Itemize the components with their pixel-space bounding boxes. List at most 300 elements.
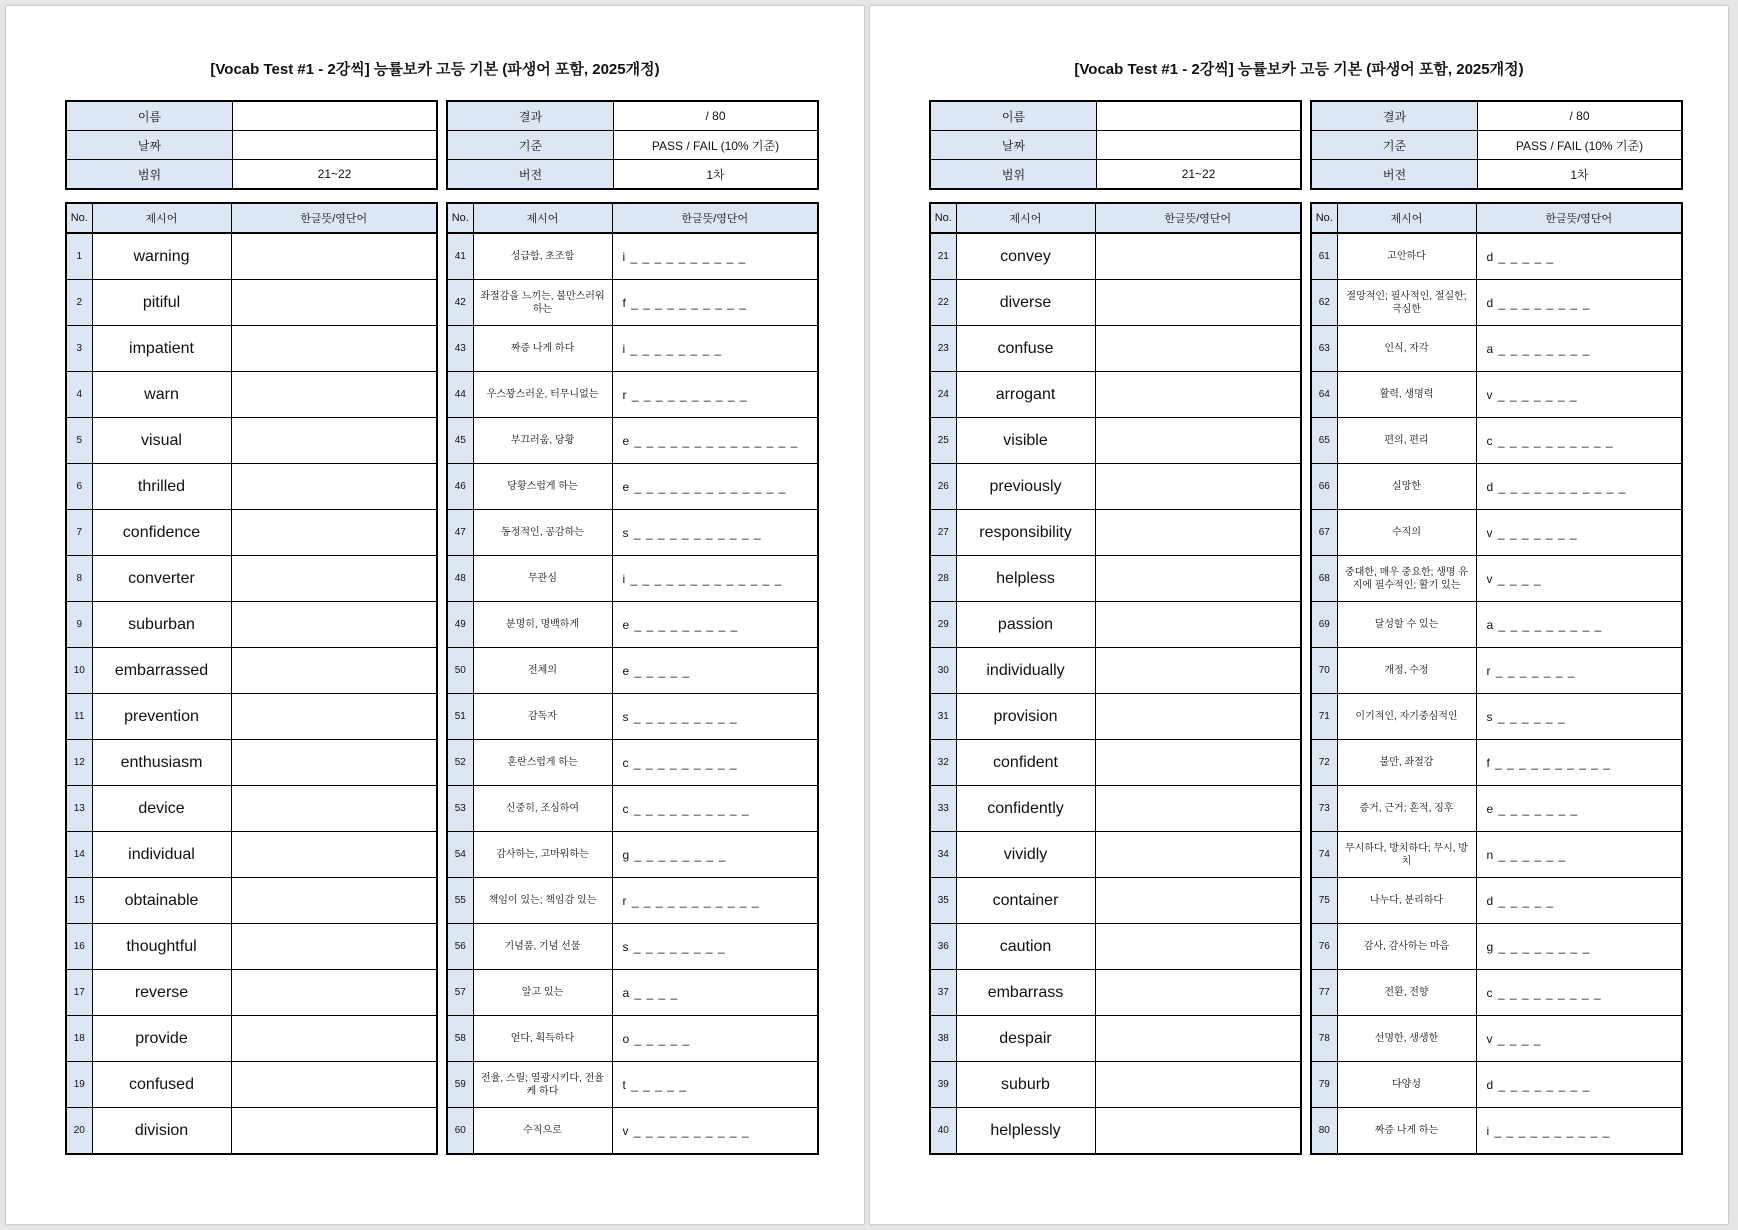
question-number: 27 (930, 510, 956, 556)
answer-hint: a _ _ _ _ _ _ _ _ (1486, 341, 1591, 356)
question-number: 79 (1311, 1062, 1337, 1108)
answer-hint: e _ _ _ _ _ _ _ (1486, 801, 1579, 816)
result-info-table (446, 100, 819, 190)
english-word: caution (956, 924, 1095, 970)
vocab-row (447, 510, 818, 556)
answer-cell[interactable] (612, 786, 818, 832)
answer-cell[interactable] (1095, 694, 1301, 740)
korean-meaning: 개정, 수정 (1337, 648, 1476, 694)
answer-cell[interactable] (1476, 556, 1682, 602)
answer-cell[interactable] (612, 326, 818, 372)
answer-cell[interactable] (1095, 740, 1301, 786)
answer-cell[interactable] (231, 924, 437, 970)
english-word: individual (92, 832, 231, 878)
english-word: helpless (956, 556, 1095, 602)
vocab-row (930, 832, 1301, 878)
criteria-label: 기준 (447, 131, 614, 160)
question-number: 47 (447, 510, 473, 556)
answer-cell[interactable] (231, 648, 437, 694)
answer-cell[interactable] (1095, 832, 1301, 878)
question-number: 12 (66, 740, 92, 786)
vocab-row (66, 602, 437, 648)
vocab-row (1311, 970, 1682, 1016)
answer-hint: s _ _ _ _ _ _ (1486, 709, 1566, 724)
question-number: 61 (1311, 233, 1337, 280)
answer-hint: d _ _ _ _ _ _ _ _ _ _ _ (1486, 479, 1627, 494)
vocab-row (930, 878, 1301, 924)
col-header-no: No. (930, 203, 956, 233)
english-word: converter (92, 556, 231, 602)
question-number: 11 (66, 694, 92, 740)
vocab-row (1311, 740, 1682, 786)
criteria-label: 기준 (1311, 131, 1478, 160)
answer-cell[interactable] (1095, 464, 1301, 510)
question-number: 3 (66, 326, 92, 372)
question-number: 50 (447, 648, 473, 694)
answer-cell[interactable] (1476, 648, 1682, 694)
answer-cell[interactable] (231, 280, 437, 326)
range-label: 범위 (930, 160, 1097, 190)
english-word: embarrassed (92, 648, 231, 694)
english-word: provision (956, 694, 1095, 740)
question-number: 5 (66, 418, 92, 464)
version-value: 1차 (1478, 160, 1683, 190)
english-word: warn (92, 372, 231, 418)
vocab-row (1311, 786, 1682, 832)
vocab-row (66, 1108, 437, 1155)
vocab-row (930, 280, 1301, 326)
question-number: 9 (66, 602, 92, 648)
answer-hint: f _ _ _ _ _ _ _ _ _ _ (622, 295, 747, 310)
answer-hint: d _ _ _ _ _ _ _ _ (1486, 1077, 1591, 1092)
english-word: obtainable (92, 878, 231, 924)
col-header-cue: 제시어 (1337, 203, 1476, 233)
question-number: 55 (447, 878, 473, 924)
answer-hint: g _ _ _ _ _ _ _ _ (622, 847, 727, 862)
page-title: [Vocab Test #1 - 2강씩] 능률보카 고등 기본 (파생어 포함, 2025개정) (210, 61, 660, 78)
question-number: 72 (1311, 740, 1337, 786)
answer-cell[interactable] (1095, 602, 1301, 648)
answer-cell[interactable] (612, 233, 818, 280)
answer-cell[interactable] (231, 418, 437, 464)
answer-cell[interactable] (612, 1108, 818, 1155)
vocab-row (1311, 1108, 1682, 1155)
answer-hint: c _ _ _ _ _ _ _ _ _ _ (1486, 433, 1614, 448)
vocab-row (447, 970, 818, 1016)
answer-cell[interactable] (1095, 878, 1301, 924)
korean-meaning: 당황스럽게 하는 (473, 464, 612, 510)
result-value: / 80 (1478, 101, 1683, 131)
answer-cell[interactable] (1476, 418, 1682, 464)
answer-cell[interactable] (612, 740, 818, 786)
vocab-row (447, 1016, 818, 1062)
answer-hint: d _ _ _ _ _ (1486, 249, 1555, 264)
korean-meaning: 동정적인, 공감하는 (473, 510, 612, 556)
vocab-row (66, 740, 437, 786)
answer-cell[interactable] (1476, 1108, 1682, 1155)
answer-cell[interactable] (1095, 970, 1301, 1016)
question-number: 37 (930, 970, 956, 1016)
korean-meaning: 달성할 수 있는 (1337, 602, 1476, 648)
korean-meaning: 선명한, 생생한 (1337, 1016, 1476, 1062)
answer-cell[interactable] (612, 832, 818, 878)
vocab-row (66, 786, 437, 832)
answer-hint: a _ _ _ _ (622, 985, 679, 1000)
vocab-row (447, 464, 818, 510)
english-word: responsibility (956, 510, 1095, 556)
vocab-row (1311, 832, 1682, 878)
korean-meaning: 성급함, 초조함 (473, 233, 612, 280)
korean-meaning: 수직으로 (473, 1108, 612, 1155)
answer-cell[interactable] (612, 556, 818, 602)
korean-meaning: 고안하다 (1337, 233, 1476, 280)
vocab-row (1311, 556, 1682, 602)
question-number: 56 (447, 924, 473, 970)
answer-cell[interactable] (231, 970, 437, 1016)
answer-hint: s _ _ _ _ _ _ _ _ _ _ _ (622, 525, 762, 540)
answer-cell[interactable] (1095, 510, 1301, 556)
page-title: [Vocab Test #1 - 2강씩] 능률보카 고등 기본 (파생어 포함, 2025개정) (1074, 61, 1524, 78)
korean-meaning: 짜증 나게 하는 (1337, 1108, 1476, 1155)
vocab-row (1311, 1016, 1682, 1062)
vocab-row (66, 694, 437, 740)
vocab-row (66, 510, 437, 556)
question-number: 43 (447, 326, 473, 372)
korean-meaning: 감사하는, 고마워하는 (473, 832, 612, 878)
question-number: 77 (1311, 970, 1337, 1016)
english-word: individually (956, 648, 1095, 694)
korean-meaning: 실망한 (1337, 464, 1476, 510)
english-word: suburb (956, 1062, 1095, 1108)
english-word: confident (956, 740, 1095, 786)
col-header-cue: 제시어 (92, 203, 231, 233)
question-number: 38 (930, 1016, 956, 1062)
vocab-row (1311, 510, 1682, 556)
question-number: 78 (1311, 1016, 1337, 1062)
question-number: 70 (1311, 648, 1337, 694)
vocab-row (447, 924, 818, 970)
korean-rows (447, 233, 818, 1154)
question-number: 69 (1311, 602, 1337, 648)
english-word: container (956, 878, 1095, 924)
vocab-row (447, 648, 818, 694)
question-number: 48 (447, 556, 473, 602)
col-header-no: No. (66, 203, 92, 233)
answer-cell[interactable] (231, 602, 437, 648)
vocab-row (447, 694, 818, 740)
answer-hint: c _ _ _ _ _ _ _ _ _ (622, 755, 738, 770)
vocab-row (930, 1016, 1301, 1062)
english-word: confidently (956, 786, 1095, 832)
vocab-row (1311, 372, 1682, 418)
answer-hint: o _ _ _ _ _ (622, 1031, 691, 1046)
page-2 (870, 6, 1728, 1224)
result-value: / 80 (614, 101, 819, 131)
answer-cell[interactable] (1095, 418, 1301, 464)
answer-cell[interactable] (231, 878, 437, 924)
korean-vocab-table (446, 202, 819, 1155)
answer-cell[interactable] (1476, 924, 1682, 970)
korean-meaning: 좌절감을 느끼는, 불만스러워하는 (473, 280, 612, 326)
answer-cell[interactable] (231, 464, 437, 510)
answer-cell[interactable] (1095, 1016, 1301, 1062)
vocab-row (1311, 924, 1682, 970)
answer-cell[interactable] (612, 970, 818, 1016)
date-label: 날짜 (930, 131, 1097, 160)
answer-cell[interactable] (612, 1016, 818, 1062)
question-number: 19 (66, 1062, 92, 1108)
answer-cell[interactable] (1476, 1016, 1682, 1062)
vocab-row (66, 878, 437, 924)
answer-cell[interactable] (231, 1108, 437, 1155)
answer-hint: r _ _ _ _ _ _ _ _ _ _ _ (622, 893, 760, 908)
col-header-no: No. (447, 203, 473, 233)
vocab-row (1311, 694, 1682, 740)
answer-cell[interactable] (1476, 326, 1682, 372)
korean-meaning: 알고 있는 (473, 970, 612, 1016)
vocab-row (930, 970, 1301, 1016)
question-number: 68 (1311, 556, 1337, 602)
answer-hint: r _ _ _ _ _ _ _ (1486, 663, 1576, 678)
vocab-row (66, 970, 437, 1016)
question-number: 16 (66, 924, 92, 970)
answer-cell[interactable] (1476, 786, 1682, 832)
answer-cell[interactable] (1095, 1108, 1301, 1155)
answer-hint: v _ _ _ _ _ _ _ (1486, 387, 1578, 402)
col-header-cue: 제시어 (473, 203, 612, 233)
question-number: 53 (447, 786, 473, 832)
answer-cell[interactable] (612, 648, 818, 694)
date-field[interactable] (1097, 131, 1302, 160)
answer-cell[interactable] (231, 556, 437, 602)
korean-meaning: 감사, 감사하는 마음 (1337, 924, 1476, 970)
question-number: 31 (930, 694, 956, 740)
question-number: 15 (66, 878, 92, 924)
answer-cell[interactable] (612, 694, 818, 740)
answer-hint: e _ _ _ _ _ _ _ _ _ (622, 617, 739, 632)
english-word: embarrass (956, 970, 1095, 1016)
answer-cell[interactable] (231, 832, 437, 878)
question-number: 25 (930, 418, 956, 464)
question-number: 26 (930, 464, 956, 510)
vocab-row (930, 602, 1301, 648)
answer-cell[interactable] (1095, 648, 1301, 694)
vocab-row (1311, 418, 1682, 464)
question-number: 60 (447, 1108, 473, 1155)
answer-cell[interactable] (1476, 878, 1682, 924)
vocab-row (930, 740, 1301, 786)
korean-meaning: 기념품, 기념 선물 (473, 924, 612, 970)
vocab-row (1311, 464, 1682, 510)
answer-cell[interactable] (612, 878, 818, 924)
answer-cell[interactable] (1095, 326, 1301, 372)
range-label: 범위 (66, 160, 233, 190)
question-number: 54 (447, 832, 473, 878)
question-number: 28 (930, 556, 956, 602)
question-number: 34 (930, 832, 956, 878)
question-number: 63 (1311, 326, 1337, 372)
question-number: 64 (1311, 372, 1337, 418)
vocab-row (930, 510, 1301, 556)
answer-cell[interactable] (231, 326, 437, 372)
result-info-table (1310, 100, 1683, 190)
range-value: 21~22 (1097, 160, 1302, 190)
answer-hint: v _ _ _ _ (1486, 1031, 1542, 1046)
english-vocab-table (929, 202, 1302, 1155)
name-field[interactable] (233, 101, 438, 131)
answer-hint: r _ _ _ _ _ _ _ _ _ _ (622, 387, 748, 402)
question-number: 39 (930, 1062, 956, 1108)
answer-cell[interactable] (612, 418, 818, 464)
vocab-row (447, 602, 818, 648)
question-number: 32 (930, 740, 956, 786)
answer-cell[interactable] (231, 1016, 437, 1062)
vocab-row (1311, 878, 1682, 924)
question-number: 58 (447, 1016, 473, 1062)
english-word: confidence (92, 510, 231, 556)
korean-meaning: 우스꽝스러운, 터무니없는 (473, 372, 612, 418)
answer-cell[interactable] (1476, 970, 1682, 1016)
question-number: 23 (930, 326, 956, 372)
name-field[interactable] (1097, 101, 1302, 131)
answer-cell[interactable] (231, 1062, 437, 1108)
korean-meaning: 분명히, 명백하게 (473, 602, 612, 648)
english-word: arrogant (956, 372, 1095, 418)
answer-cell[interactable] (1095, 924, 1301, 970)
question-number: 1 (66, 233, 92, 280)
korean-meaning: 부끄러움, 당황 (473, 418, 612, 464)
english-word: passion (956, 602, 1095, 648)
korean-vocab-table (1310, 202, 1683, 1155)
answer-cell[interactable] (612, 510, 818, 556)
answer-cell[interactable] (231, 694, 437, 740)
vocab-row (1311, 648, 1682, 694)
answer-cell[interactable] (1476, 280, 1682, 326)
vocab-row (447, 832, 818, 878)
answer-cell[interactable] (1095, 233, 1301, 280)
korean-rows (1311, 233, 1682, 1154)
answer-cell[interactable] (612, 1062, 818, 1108)
answer-hint: e _ _ _ _ _ (622, 663, 691, 678)
version-value: 1차 (614, 160, 819, 190)
vocab-row (930, 1062, 1301, 1108)
answer-cell[interactable] (1476, 510, 1682, 556)
answer-hint: s _ _ _ _ _ _ _ _ (622, 939, 726, 954)
english-word: confuse (956, 326, 1095, 372)
answer-cell[interactable] (612, 602, 818, 648)
answer-cell[interactable] (231, 510, 437, 556)
question-number: 7 (66, 510, 92, 556)
answer-cell[interactable] (1095, 372, 1301, 418)
answer-cell[interactable] (612, 924, 818, 970)
korean-meaning: 인식, 자각 (1337, 326, 1476, 372)
vocab-row (447, 326, 818, 372)
question-number: 6 (66, 464, 92, 510)
question-number: 29 (930, 602, 956, 648)
answer-cell[interactable] (612, 464, 818, 510)
english-word: division (92, 1108, 231, 1155)
answer-hint: t _ _ _ _ _ (622, 1077, 687, 1092)
answer-cell[interactable] (612, 372, 818, 418)
vocab-row (66, 1016, 437, 1062)
version-label: 버전 (447, 160, 614, 190)
english-word: warning (92, 233, 231, 280)
vocab-row (447, 280, 818, 326)
answer-hint: d _ _ _ _ _ _ _ _ (1486, 295, 1591, 310)
question-number: 8 (66, 556, 92, 602)
question-number: 33 (930, 786, 956, 832)
vocab-row (930, 372, 1301, 418)
answer-cell[interactable] (1476, 740, 1682, 786)
answer-cell[interactable] (231, 372, 437, 418)
vocab-row (1311, 602, 1682, 648)
vocab-row (447, 233, 818, 280)
name-label: 이름 (66, 101, 233, 131)
answer-hint: v _ _ _ _ (1486, 571, 1542, 586)
vocab-row (930, 233, 1301, 280)
answer-cell[interactable] (1476, 464, 1682, 510)
vocab-row (930, 924, 1301, 970)
question-number: 71 (1311, 694, 1337, 740)
answer-cell[interactable] (612, 280, 818, 326)
answer-cell[interactable] (1476, 694, 1682, 740)
english-word: vividly (956, 832, 1095, 878)
english-word: despair (956, 1016, 1095, 1062)
english-word: impatient (92, 326, 231, 372)
vocab-row (930, 694, 1301, 740)
question-number: 20 (66, 1108, 92, 1155)
vocab-row (66, 418, 437, 464)
vocab-row (447, 1108, 818, 1155)
answer-cell[interactable] (231, 233, 437, 280)
answer-cell[interactable] (1095, 280, 1301, 326)
answer-cell[interactable] (231, 786, 437, 832)
question-number: 62 (1311, 280, 1337, 326)
answer-cell[interactable] (231, 740, 437, 786)
question-number: 67 (1311, 510, 1337, 556)
korean-meaning: 책임이 있는; 책임감 있는 (473, 878, 612, 924)
answer-cell[interactable] (1095, 1062, 1301, 1108)
english-word: suburban (92, 602, 231, 648)
name-label: 이름 (930, 101, 1097, 131)
answer-cell[interactable] (1476, 233, 1682, 280)
date-field[interactable] (233, 131, 438, 160)
korean-meaning: 증거, 근거; 흔적, 징후 (1337, 786, 1476, 832)
english-word: convey (956, 233, 1095, 280)
answer-cell[interactable] (1095, 556, 1301, 602)
question-number: 51 (447, 694, 473, 740)
answer-hint: d _ _ _ _ _ (1486, 893, 1555, 908)
answer-cell[interactable] (1476, 372, 1682, 418)
vocab-row (66, 326, 437, 372)
vocab-row (66, 832, 437, 878)
answer-cell[interactable] (1476, 602, 1682, 648)
answer-cell[interactable] (1476, 1062, 1682, 1108)
vocab-row (930, 786, 1301, 832)
english-word: thoughtful (92, 924, 231, 970)
answer-cell[interactable] (1095, 786, 1301, 832)
english-word: reverse (92, 970, 231, 1016)
answer-cell[interactable] (1476, 832, 1682, 878)
vocab-row (66, 648, 437, 694)
vocab-row (66, 924, 437, 970)
student-info-table (929, 100, 1302, 190)
vocab-row (1311, 1062, 1682, 1108)
col-header-answer: 한글뜻/영단어 (1095, 203, 1301, 233)
english-word: diverse (956, 280, 1095, 326)
question-number: 44 (447, 372, 473, 418)
question-number: 22 (930, 280, 956, 326)
